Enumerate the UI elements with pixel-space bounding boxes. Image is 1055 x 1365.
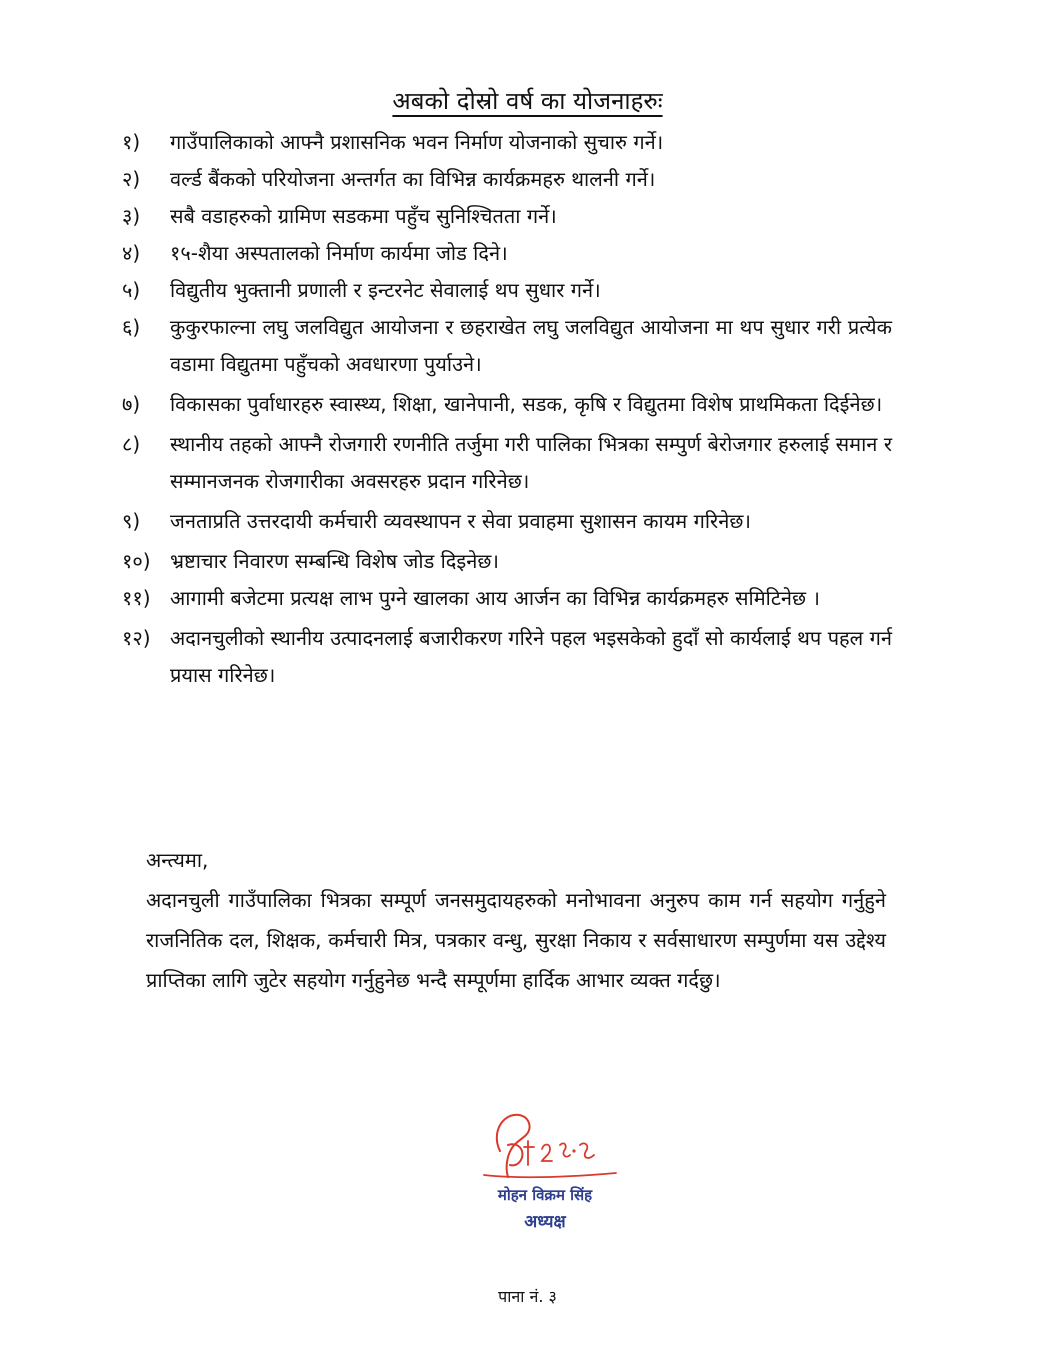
list-item-number: ३) [122, 204, 141, 228]
list-item-text: अदानचुलीको स्थानीय उत्पादनलाई बजारीकरण गरिने पहल भइसकेको हुदाँ सो कार्यलाई थप पहल गर्न प्रयास गरिनेछ। [170, 626, 892, 687]
list-item [122, 580, 892, 617]
list-item [122, 543, 892, 580]
list-item [122, 198, 892, 235]
list-item-text: आगामी बजेटमा प्रत्यक्ष लाभ पुग्ने खालका आय आर्जन का विभिन्न कार्यक्रमहरु समिटिनेछ । [170, 586, 820, 610]
list-item-number: ५) [122, 278, 141, 302]
list-item-number: ८) [122, 432, 141, 456]
list-item-number: ९) [122, 509, 141, 533]
list-item-text: कुकुरफाल्ना लघु जलविद्युत आयोजना र छहराखेत लघु जलविद्युत आयोजना मा थप सुधार गरी प्रत्येक वडामा विद्युतमा पहुँचको अवधारणा पुर्याउने। [170, 315, 892, 376]
list-item-text: स्थानीय तहको आफ्नै रोजगारी रणनीति तर्जुमा गरी पालिका भित्रका सम्पुर्ण बेरोजगार हरुलाई समान र सम्मानजनक रोजगारीका अवसरहरु प्रदान गरिनेछ। [170, 432, 892, 493]
list-item-number: ४) [122, 241, 141, 265]
list-item-number: ७) [122, 392, 141, 416]
list-item-text: जनताप्रति उत्तरदायी कर्मचारी व्यवस्थापन र सेवा प्रवाहमा सुशासन कायम गरिनेछ। [170, 509, 751, 533]
list-item-number: २) [122, 167, 141, 191]
page-number: पाना नं. ३ [498, 1287, 557, 1306]
list-item [122, 235, 892, 272]
closing-section [146, 840, 886, 1000]
handwritten-signature [470, 1105, 620, 1189]
list-item [122, 386, 892, 423]
closing-label: अन्त्यमा, [146, 848, 209, 872]
signer-title: अध्यक्ष [524, 1212, 566, 1232]
list-item-number: ११) [122, 586, 151, 610]
list-item-text: १५-शैया अस्पतालको निर्माण कार्यमा जोड दिने। [170, 241, 508, 265]
list-item-number: १) [122, 130, 141, 154]
list-item-number: १०) [122, 549, 151, 573]
page-heading: अबको दोस्रो वर्ष का योजनाहरुः [392, 87, 663, 115]
list-item-text: विकासका पुर्वाधारहरु स्वास्थ्य, शिक्षा, खानेपानी, सडक, कृषि र विद्युतमा विशेष प्राथमिकता दिईनेछ। [170, 392, 883, 416]
list-item-number: ६) [122, 315, 141, 339]
signature-block [470, 1105, 620, 1232]
list-item [122, 503, 892, 540]
list-item-text: गाउँपालिकाको आफ्नै प्रशासनिक भवन निर्माण योजनाको सुचारु गर्ने। [170, 130, 664, 154]
plans-list [122, 124, 892, 697]
list-item [122, 309, 892, 383]
list-item [122, 426, 892, 500]
signer-name: मोहन विक्रम सिंह [497, 1186, 593, 1204]
list-item [122, 272, 892, 309]
list-item [122, 620, 892, 694]
list-item [122, 124, 892, 161]
list-item-text: भ्रष्टाचार निवारण सम्बन्धि विशेष जोड दिइनेछ। [170, 549, 499, 573]
list-item-text: विद्युतीय भुक्तानी प्रणाली र इन्टरनेट सेवालाई थप सुधार गर्ने। [170, 278, 601, 302]
list-item [122, 161, 892, 198]
list-item-text: सबै वडाहरुको ग्रामिण सडकमा पहुँच सुनिश्चितता गर्ने। [170, 204, 557, 228]
list-item-text: वर्ल्ड बैंकको परियोजना अन्तर्गत का विभिन्न कार्यक्रमहरु थालनी गर्ने। [170, 167, 656, 191]
list-item-number: १२) [122, 626, 151, 650]
closing-paragraph: अदानचुली गाउँपालिका भित्रका सम्पूर्ण जनसमुदायहरुको मनोभावना अनुरुप काम गर्न सहयोग गर्नुहुने राजनितिक दल, शिक्षक, कर्मचारी मित्र, पत्रकार वन्धु, सुरक्षा निकाय र सर्वसाधारण सम्पुर्णमा यस उद्देश्य प्राप्तिका लागि जुटेर सहयोग गर्नुहुनेछ भन्दै सम्पूर्णमा हार्दिक आभार व्यक्त गर्दछु। [146, 888, 886, 992]
